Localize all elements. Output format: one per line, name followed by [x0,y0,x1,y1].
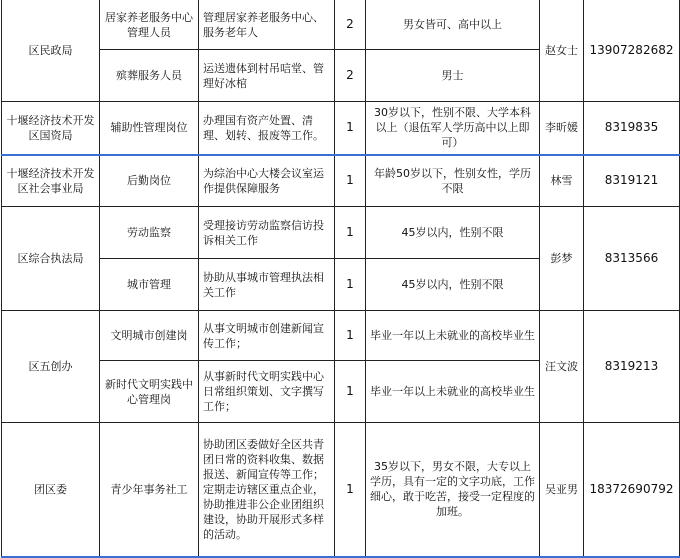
requirement-cell: 男士 [366,50,540,102]
unit-cell: 区民政局 [2,0,100,102]
phone-cell: 8319835 [584,102,680,155]
unit-cell: 区综合执法局 [2,207,100,311]
position-cell: 文明城市创建岗 [100,311,199,361]
count-cell: 1 [335,155,366,207]
duty-cell: 运送遗体到村吊唁堂、管理好冰棺 [199,50,335,102]
requirement-cell: 45岁以内，性别不限 [366,207,540,259]
requirement-cell: 35岁以下，男女不限，大专以上学历，具有一定的文字功底，工作细心，敢于吃苦，接受一定程度的加班。 [366,423,540,557]
count-cell: 1 [335,207,366,259]
unit-cell: 十堰经济技术开发区社会事业局 [2,155,100,207]
duty-cell: 从事新时代文明实践中心日常组织策划、文字撰写工作； [199,361,335,423]
position-cell: 辅助性管理岗位 [100,102,199,155]
phone-cell: 8313566 [584,207,680,311]
requirement-cell: 年龄50岁以下，性别女性，学历不限 [366,155,540,207]
contact-cell: 吴亚男 [540,423,584,557]
contact-cell: 林雪 [540,155,584,207]
position-cell: 城市管理 [100,259,199,311]
duty-cell: 协助从事城市管理执法相关工作 [199,259,335,311]
duty-cell: 办理国有资产处置、清理、划转、报废等工作。 [199,102,335,155]
phone-cell: 18372690792 [584,423,680,557]
contact-cell: 汪文波 [540,311,584,423]
position-cell: 青少年事务社工 [100,423,199,557]
count-cell: 1 [335,259,366,311]
table-row [2,155,680,207]
contact-cell: 李昕媛 [540,102,584,155]
count-cell: 1 [335,311,366,361]
duty-cell: 受理接访劳动监察信访投诉相关工作 [199,207,335,259]
table-row [2,311,680,361]
requirement-cell: 45岁以内，性别不限 [366,259,540,311]
phone-cell: 8319121 [584,155,680,207]
position-cell: 居家养老服务中心管理人员 [100,0,199,50]
job-table [1,0,680,558]
phone-cell: 8319213 [584,311,680,423]
requirement-cell: 毕业一年以上未就业的高校毕业生 [366,311,540,361]
count-cell: 2 [335,50,366,102]
duty-cell: 协助团区委做好全区共青团日常的资料收集、数据报送、新闻宣传等工作；定期走访辖区重点企业，协助推进非公企业团组织建设，协助开展形式多样的活动。 [199,423,335,557]
count-cell: 1 [335,423,366,557]
position-cell: 后勤岗位 [100,155,199,207]
requirement-cell: 男女皆可、高中以上 [366,0,540,50]
contact-cell: 彭梦 [540,207,584,311]
duty-cell: 从事文明城市创建新闻宣传工作； [199,311,335,361]
requirement-cell: 30岁以下，性别不限、大学本科以上（退伍军人学历高中以上即可） [366,102,540,155]
table-row [2,207,680,259]
count-cell: 2 [335,0,366,50]
position-cell: 殡葬服务人员 [100,50,199,102]
table-row [2,0,680,50]
unit-cell: 十堰经济技术开发区国资局 [2,102,100,155]
table-row [2,102,680,155]
table-row [2,423,680,557]
count-cell: 1 [335,361,366,423]
position-cell: 新时代文明实践中心管理岗 [100,361,199,423]
unit-cell: 团区委 [2,423,100,557]
requirement-cell: 毕业一年以上未就业的高校毕业生 [366,361,540,423]
contact-cell: 赵女士 [540,0,584,102]
duty-cell: 为综治中心大楼会议室运作提供保障服务 [199,155,335,207]
position-cell: 劳动监察 [100,207,199,259]
count-cell: 1 [335,102,366,155]
unit-cell: 区五创办 [2,311,100,423]
phone-cell: 13907282682 [584,0,680,102]
duty-cell: 管理居家养老服务中心、服务老年人 [199,0,335,50]
